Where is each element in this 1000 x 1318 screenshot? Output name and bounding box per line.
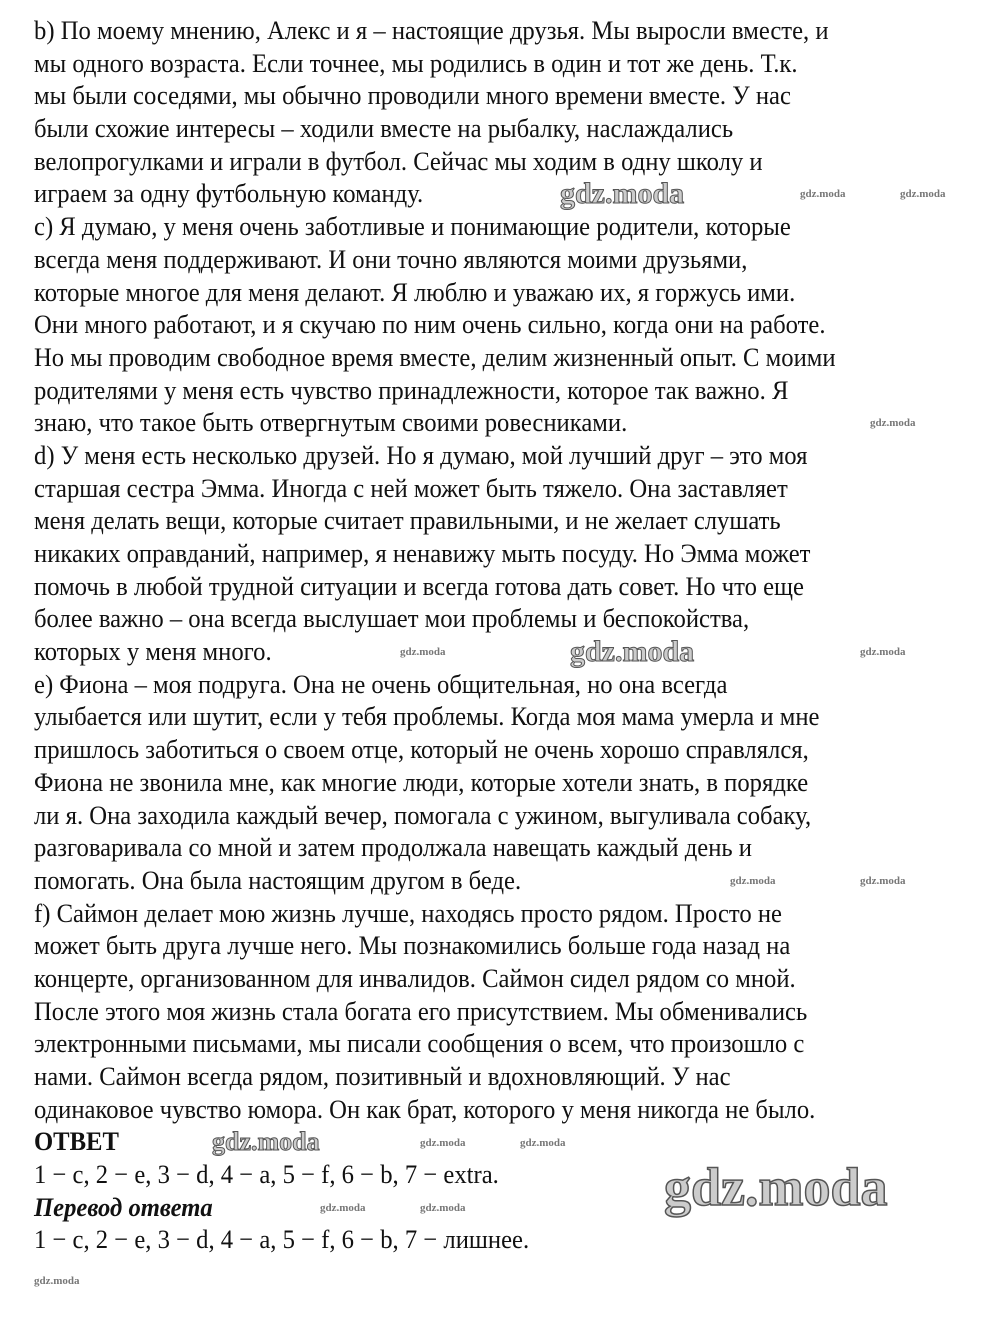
paragraph-line: родителями у меня есть чувство принадлежности, которое так важно. Я — [34, 374, 789, 405]
paragraph-line: велопрогулками и играли в футбол. Сейчас мы ходим в одну школу и — [34, 145, 763, 176]
watermark: gdz.moda — [570, 635, 695, 668]
paragraph-line: всегда меня поддерживают. И они точно являются моими друзьями, — [34, 243, 748, 274]
paragraph-line: концерте, организованном для инвалидов. Саймон сидел рядом со мной. — [34, 962, 796, 993]
paragraph-line: b) По моему мнению, Алекс и я – настоящие друзья. Мы выросли вместе, и — [34, 15, 829, 45]
paragraph-line: f) Саймон делает мою жизнь лучше, находясь просто рядом. Просто не — [34, 897, 782, 928]
paragraph-line: Они много работают, и я скучаю по ним очень сильно, когда они на работе. — [34, 309, 826, 340]
paragraph-line: Но мы проводим свободное время вместе, делим жизненный опыт. С моими — [34, 341, 836, 372]
paragraph-line: улыбается или шутит, если у тебя проблемы. Когда моя мама умерла и мне — [34, 701, 820, 732]
paragraph-line: которых у меня много. — [34, 636, 272, 667]
watermark: gdz.moda — [34, 1275, 80, 1287]
paragraphs — [34, 14, 994, 1125]
paragraph-line: электронными письмами, мы писали сообщения о всем, что произошло с — [34, 1028, 805, 1059]
watermark: gdz.moda — [870, 417, 916, 429]
paragraph-line: разговаривала со мной и затем продолжала навещать каждый день и — [34, 832, 753, 863]
document-body — [34, 14, 994, 1256]
watermark: gdz.moda — [860, 875, 906, 887]
paragraph-line: Фиона не звонила мне, как многие люди, которые хотели знать, в порядке — [34, 766, 809, 797]
paragraph-line: мы были соседями, мы обычно проводили много времени вместе. У нас — [34, 80, 791, 111]
paragraph-line: нами. Саймон всегда рядом, позитивный и вдохновляющий. У нас — [34, 1061, 731, 1091]
watermark: gdz.moda — [420, 1137, 466, 1149]
paragraph-line: более важно – она всегда выслушает мои проблемы и беспокойства, — [34, 603, 750, 634]
watermark: gdz.moda — [320, 1202, 366, 1214]
watermark: gdz.moda — [664, 1157, 888, 1217]
watermark: gdz.moda — [730, 875, 776, 887]
answer-text: 1 − c, 2 − e, 3 − d, 4 − a, 5 − f, 6 − b, 7 − extra. — [34, 1159, 499, 1190]
watermark: gdz.moda — [400, 646, 446, 658]
paragraph-line: знаю, что такое быть отвергнутым своими ровесниками. — [34, 407, 628, 438]
watermark: gdz.moda — [800, 188, 846, 200]
watermark: gdz.moda — [212, 1127, 320, 1156]
watermark: gdz.moda — [560, 177, 685, 210]
paragraph-line: помочь в любой трудной ситуации и всегда готова дать совет. Но что еще — [34, 570, 804, 601]
paragraph-line: После этого моя жизнь стала богата его присутствием. Мы обменивались — [34, 995, 808, 1026]
translation-heading: Перевод ответа — [34, 1191, 213, 1222]
watermark: gdz.moda — [860, 646, 906, 658]
paragraph-line: которые многое для меня делают. Я люблю и уважаю их, я горжусь ими. — [34, 276, 796, 307]
paragraph-line: d) У меня есть несколько друзей. Но я думаю, мой лучший друг – это моя — [34, 439, 808, 470]
paragraph-line: одинаковое чувство юмора. Он как брат, которого у меня никогда не было. — [34, 1093, 816, 1124]
paragraph-line: меня делать вещи, которые считает правильными, и не желает слушать — [34, 505, 781, 536]
paragraph-line: никаких оправданий, например, я ненавижу мыть посуду. Но Эмма может — [34, 538, 811, 568]
translation-text: 1 − c, 2 − e, 3 − d, 4 − a, 5 − f, 6 − b, 7 − лишнее. — [34, 1224, 530, 1255]
watermark: gdz.moda — [420, 1202, 466, 1214]
answer-heading: ОТВЕТ — [34, 1126, 119, 1157]
paragraph-line: e) Фиона – моя подруга. Она не очень общительная, но она всегда — [34, 668, 728, 699]
paragraph-line: ли я. Она заходила каждый вечер, помогала с ужином, выгуливала собаку, — [34, 799, 812, 830]
watermark: gdz.moda — [520, 1137, 566, 1149]
paragraph-line: играем за одну футбольную команду. — [34, 178, 424, 209]
paragraph-line: может быть друга лучше него. Мы познакомились больше года назад на — [34, 930, 791, 961]
paragraph-line: старшая сестра Эмма. Иногда с ней может быть тяжело. Она заставляет — [34, 472, 788, 503]
paragraph-line: c) Я думаю, у меня очень заботливые и понимающие родители, которые — [34, 211, 791, 242]
paragraph-line: мы одного возраста. Если точнее, мы родились в один и тот же день. Т.к. — [34, 47, 798, 78]
paragraph-line: пришлось заботиться о своем отце, который не очень хорошо справлялся, — [34, 734, 809, 765]
paragraph-line: были схожие интересы – ходили вместе на рыбалку, наслаждались — [34, 113, 734, 144]
watermark: gdz.moda — [900, 188, 946, 200]
paragraph-line: помогать. Она была настоящим другом в беде. — [34, 864, 522, 895]
